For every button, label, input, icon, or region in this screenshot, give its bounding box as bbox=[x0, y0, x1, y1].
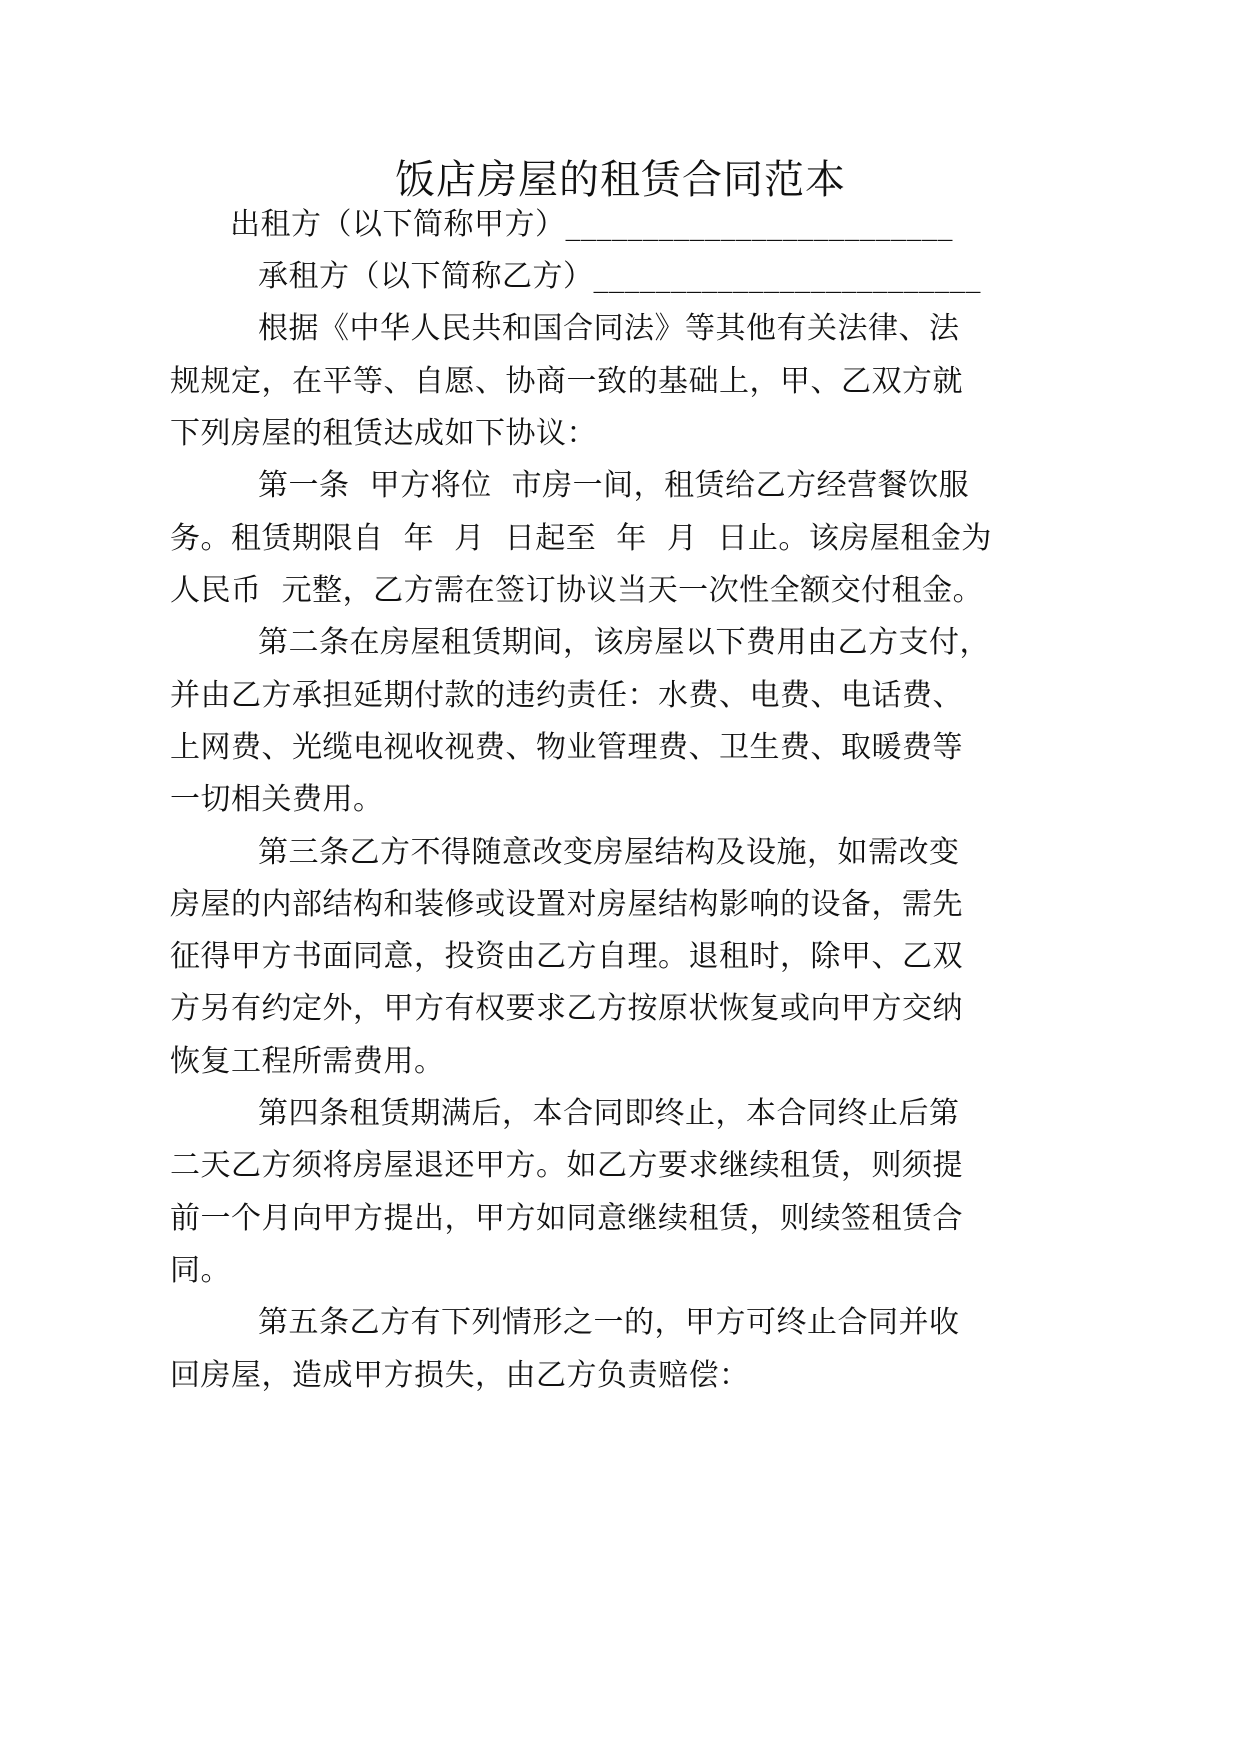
article-2-line-4: 一切相关费用。 bbox=[170, 782, 384, 817]
document-title: 饭店房屋的租赁合同范本 bbox=[395, 157, 846, 203]
article-3-line-5: 恢复工程所需费用。 bbox=[170, 1044, 445, 1079]
article-2-line-1: 第二条在房屋租赁期间，该房屋以下费用由乙方支付， bbox=[258, 625, 990, 660]
article-4-line-2: 二天乙方须将房屋退还甲方。如乙方要求继续租赁，则须提 bbox=[170, 1148, 963, 1183]
article-2-line-2: 并由乙方承担延期付款的违约责任：水费、电费、电话费、 bbox=[170, 678, 963, 713]
article-3-line-4: 方另有约定外，甲方有权要求乙方按原状恢复或向甲方交纳 bbox=[170, 991, 963, 1026]
article-1-line-3: 人民币 元整，乙方需在签订协议当天一次性全额交付租金。 bbox=[170, 573, 984, 608]
preamble-line-3: 下列房屋的租赁达成如下协议： bbox=[170, 416, 597, 451]
article-5-line-1: 第五条乙方有下列情形之一的，甲方可终止合同并收 bbox=[258, 1305, 960, 1340]
article-5-line-2: 回房屋，造成甲方损失，由乙方负责赔偿： bbox=[170, 1358, 750, 1393]
lessor-line: 出租方（以下简称甲方）_________________________ bbox=[230, 207, 953, 242]
article-3-line-2: 房屋的内部结构和装修或设置对房屋结构影响的设备，需先 bbox=[170, 887, 963, 922]
article-3-line-3: 征得甲方书面同意，投资由乙方自理。退租时，除甲、乙双 bbox=[170, 939, 963, 974]
preamble-line-1: 根据《中华人民共和国合同法》等其他有关法律、法 bbox=[258, 311, 960, 346]
preamble-line-2: 规规定，在平等、自愿、协商一致的基础上，甲、乙双方就 bbox=[170, 364, 963, 399]
article-1-line-2: 务。租赁期限自 年 月 日起至 年 月 日止。该房屋租金为 bbox=[170, 521, 992, 556]
article-1-line-1: 第一条 甲方将位 市房一间，租赁给乙方经营餐饮服 bbox=[258, 468, 970, 503]
lessee-line: 承租方（以下简称乙方）_________________________ bbox=[258, 259, 981, 294]
article-3-line-1: 第三条乙方不得随意改变房屋结构及设施，如需改变 bbox=[258, 835, 960, 870]
article-4-line-1: 第四条租赁期满后，本合同即终止，本合同终止后第 bbox=[258, 1096, 960, 1131]
article-2-line-3: 上网费、光缆电视收视费、物业管理费、卫生费、取暖费等 bbox=[170, 730, 963, 765]
article-4-line-4: 同。 bbox=[170, 1253, 231, 1288]
article-4-line-3: 前一个月向甲方提出，甲方如同意继续租赁，则续签租赁合 bbox=[170, 1201, 963, 1236]
